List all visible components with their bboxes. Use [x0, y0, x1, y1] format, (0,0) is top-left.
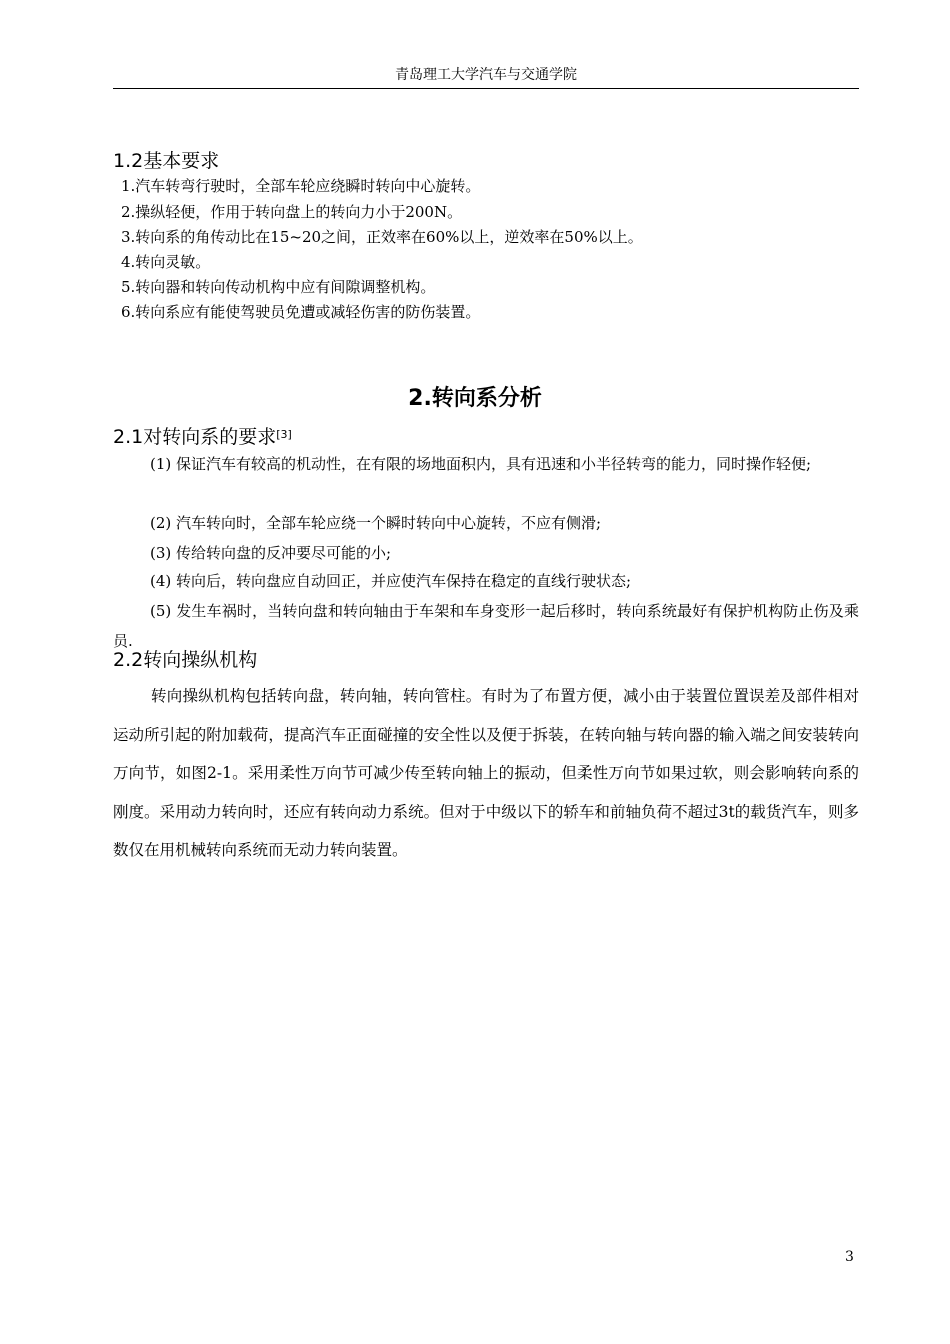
section-heading-2-1-text: 2.1对转向系的要求 — [113, 426, 277, 448]
requirement-item-1: 1.汽车转弯行驶时，全部车轮应绕瞬时转向中心旋转。 — [121, 177, 481, 195]
steering-requirement-5: (5) 发生车祸时，当转向盘和转向轴由于车架和车身变形一起后移时，转向系统最好有保护机构防止伤及乘员. — [113, 602, 859, 650]
chapter-heading-2: 2.转向系分析 — [408, 386, 542, 411]
steering-requirement-2: (2) 汽车转向时，全部车轮应绕一个瞬时转向中心旋转，不应有侧滑; — [150, 514, 602, 532]
section-heading-2-2: 2.2转向操纵机构 — [113, 649, 258, 671]
section-heading-1-2: 1.2基本要求 — [113, 150, 220, 172]
steering-requirement-4: (4) 转向后，转向盘应自动回正，并应使汽车保持在稳定的直线行驶状态; — [150, 572, 632, 590]
section-heading-2-1 — [113, 424, 292, 450]
page-header: 青岛理工大学汽车与交通学院 — [113, 64, 859, 89]
requirement-item-5: 5.转向器和转向传动机构中应有间隙调整机构。 — [121, 278, 436, 296]
citation-superscript: [3] — [276, 428, 292, 441]
steering-mechanism-paragraph: 转向操纵机构包括转向盘，转向轴，转向管柱。有时为了布置方便，减小由于装置位置误差及部件相对运动所引起的附加载荷，提高汽车正面碰撞的安全性以及便于拆装，在转向轴与转向器的输入端之间安装转向万向节，如图2-1。采用柔性万向节可减少传至转向轴上的振动，但柔性万向节如果过软，则会影响转向系的刚度。采用动力转向时，还应有转向动力系统。但对于中级以下的轿车和前轴负荷不超过3t的载货汽车，则多数仅在用机械转向系统而无动力转向装置。 — [113, 687, 859, 860]
steering-requirement-1: (1) 保证汽车有较高的机动性，在有限的场地面积内，具有迅速和小半径转弯的能力，同时操作轻便; — [150, 455, 812, 473]
steering-requirement-3: (3) 传给转向盘的反冲要尽可能的小; — [150, 544, 392, 562]
requirement-item-4: 4.转向灵敏。 — [121, 253, 211, 271]
page-number: 3 — [845, 1249, 854, 1265]
requirement-item-3: 3.转向系的角传动比在15~20之间，正效率在60%以上，逆效率在50%以上。 — [121, 228, 643, 246]
requirement-item-6: 6.转向系应有能使驾驶员免遭或减轻伤害的防伤装置。 — [121, 303, 481, 321]
requirement-item-2: 2.操纵轻便，作用于转向盘上的转向力小于200N。 — [121, 203, 463, 221]
